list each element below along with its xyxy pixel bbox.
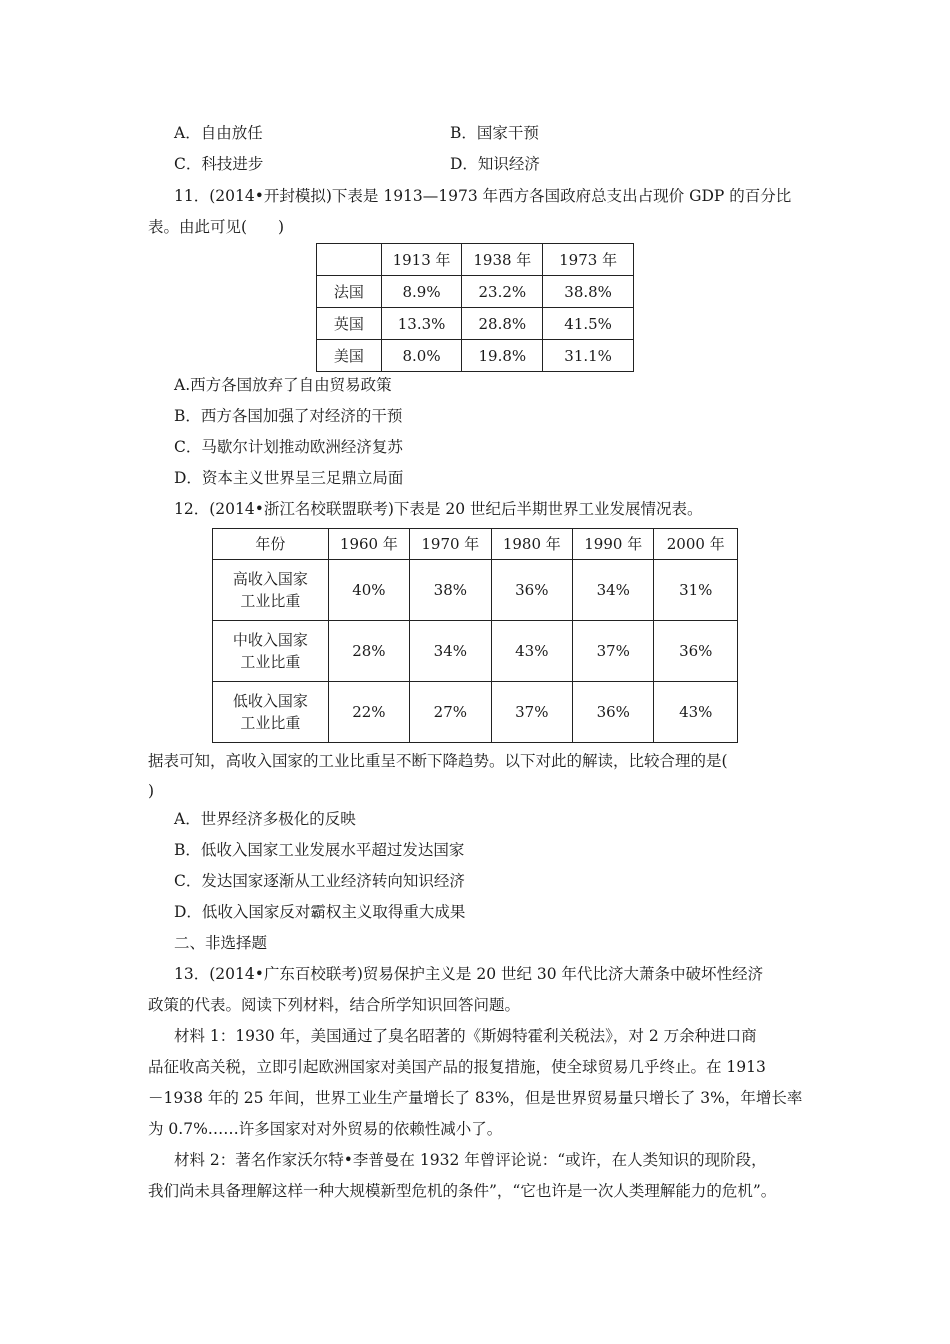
table-cell: 37% [573, 621, 654, 682]
table-cell: 28% [328, 621, 409, 682]
table-cell: 43% [491, 621, 572, 682]
q11-table [316, 243, 634, 372]
q12-option-a: A．世界经济多极化的反映 [174, 810, 356, 828]
table-cell: 38.8% [543, 276, 634, 308]
q13-material2-line: 我们尚未具备理解这样一种大规模新型危机的条件”，“它也许是一次人类理解能力的危机”。 [148, 1182, 777, 1200]
q11-option-b: B．西方各国加强了对经济的干预 [174, 407, 403, 425]
table-cell: 31% [654, 560, 738, 621]
table-cell: 41.5% [543, 308, 634, 340]
table-cell: 13.3% [381, 308, 462, 340]
table-cell: 8.9% [381, 276, 462, 308]
table-row-label [213, 682, 329, 743]
table-header-cell: 年份 [213, 529, 329, 560]
table-cell: 34% [410, 621, 491, 682]
table-header-cell: 2000 年 [654, 529, 738, 560]
table-cell: 43% [654, 682, 738, 743]
table-header-row [213, 529, 738, 560]
table-cell: 美国 [317, 340, 382, 372]
table-row [317, 340, 634, 372]
table-row-label [213, 560, 329, 621]
table-cell: 28.8% [462, 308, 543, 340]
table-header-cell [317, 244, 382, 276]
q11-option-c: C．马歇尔计划推动欧洲经济复苏 [174, 438, 403, 456]
q13-material1-line: 品征收高关税，立即引起欧洲国家对美国产品的报复措施，使全球贸易几乎终止。在 1913 [148, 1058, 766, 1076]
table-header-cell: 1970 年 [410, 529, 491, 560]
row-label-line2: 工业比重 [240, 592, 301, 610]
table-row [317, 308, 634, 340]
q12-option-d: D．低收入国家反对霸权主义取得重大成果 [174, 903, 466, 921]
q11-option-a: A.西方各国放弃了自由贸易政策 [174, 376, 392, 394]
table-cell: 36% [491, 560, 572, 621]
table-row [213, 682, 738, 743]
table-row [213, 560, 738, 621]
row-label-line1: 中收入国家 [232, 631, 308, 649]
table-header-cell: 1913 年 [381, 244, 462, 276]
table-cell: 36% [573, 682, 654, 743]
table-row [317, 276, 634, 308]
table-row-label [213, 621, 329, 682]
table-cell: 19.8% [462, 340, 543, 372]
table-cell: 英国 [317, 308, 382, 340]
table-cell: 36% [654, 621, 738, 682]
q10-option-c: C．科技进步 [174, 155, 264, 173]
table-cell: 34% [573, 560, 654, 621]
table-header-cell: 1990 年 [573, 529, 654, 560]
row-label-line2: 工业比重 [240, 714, 301, 732]
q12-option-b: B．低收入国家工业发展水平超过发达国家 [174, 841, 465, 859]
q13-material1-line: 为 0.7%……许多国家对对外贸易的依赖性减小了。 [148, 1120, 503, 1138]
q10-option-d: D．知识经济 [450, 155, 540, 173]
table-cell: 23.2% [462, 276, 543, 308]
table-header-cell: 1973 年 [543, 244, 634, 276]
table-cell: 38% [410, 560, 491, 621]
q12-option-c: C．发达国家逐渐从工业经济转向知识经济 [174, 872, 465, 890]
table-header-cell: 1980 年 [491, 529, 572, 560]
row-label-line1: 高收入国家 [232, 570, 308, 588]
table-cell: 40% [328, 560, 409, 621]
q12-after-line1: 据表可知，高收入国家的工业比重呈不断下降趋势。以下对此的解读，比较合理的是( [148, 752, 728, 770]
q13-material1-line: 材料 1：1930 年，美国通过了臭名昭著的《斯姆特霍利关税法》，对 2 万余种进口商 [174, 1027, 757, 1045]
table-cell: 31.1% [543, 340, 634, 372]
q12-stem: 12．(2014•浙江名校联盟联考)下表是 20 世纪后半期世界工业发展情况表。 [174, 500, 703, 518]
table-cell: 27% [410, 682, 491, 743]
q13-material1-line: －1938 年的 25 年间，世界工业生产量增长了 83%，但是世界贸易量只增长了 3%，年增长率 [148, 1089, 803, 1107]
q12-after-line2: ) [148, 782, 155, 800]
table-cell: 8.0% [381, 340, 462, 372]
table-cell: 法国 [317, 276, 382, 308]
table-header-cell: 1960 年 [328, 529, 409, 560]
q11-stem-line2: 表。由此可见( ) [148, 218, 285, 236]
table-cell: 37% [491, 682, 572, 743]
section-title: 二、非选择题 [174, 934, 268, 952]
row-label-line2: 工业比重 [240, 653, 301, 671]
q10-option-a: A．自由放任 [174, 124, 263, 142]
q13-stem-line1: 13．(2014•广东百校联考)贸易保护主义是 20 世纪 30 年代比济大萧条中破坏性经济 [174, 965, 764, 983]
q13-stem-line2: 政策的代表。阅读下列材料，结合所学知识回答问题。 [148, 996, 521, 1014]
table-header-cell: 1938 年 [462, 244, 543, 276]
row-label-line1: 低收入国家 [232, 692, 308, 710]
q10-option-b: B．国家干预 [450, 124, 539, 142]
q11-option-d: D．资本主义世界呈三足鼎立局面 [174, 469, 404, 487]
table-cell: 22% [328, 682, 409, 743]
q11-stem-line1: 11．(2014•开封模拟)下表是 1913—1973 年西方各国政府总支出占现价 GDP 的百分比 [174, 187, 792, 205]
q13-material2-line: 材料 2：著名作家沃尔特•李普曼在 1932 年曾评论说：“或许，在人类知识的现阶段， [174, 1151, 767, 1169]
table-row [213, 621, 738, 682]
table-header-row [317, 244, 634, 276]
q12-table [212, 528, 738, 743]
